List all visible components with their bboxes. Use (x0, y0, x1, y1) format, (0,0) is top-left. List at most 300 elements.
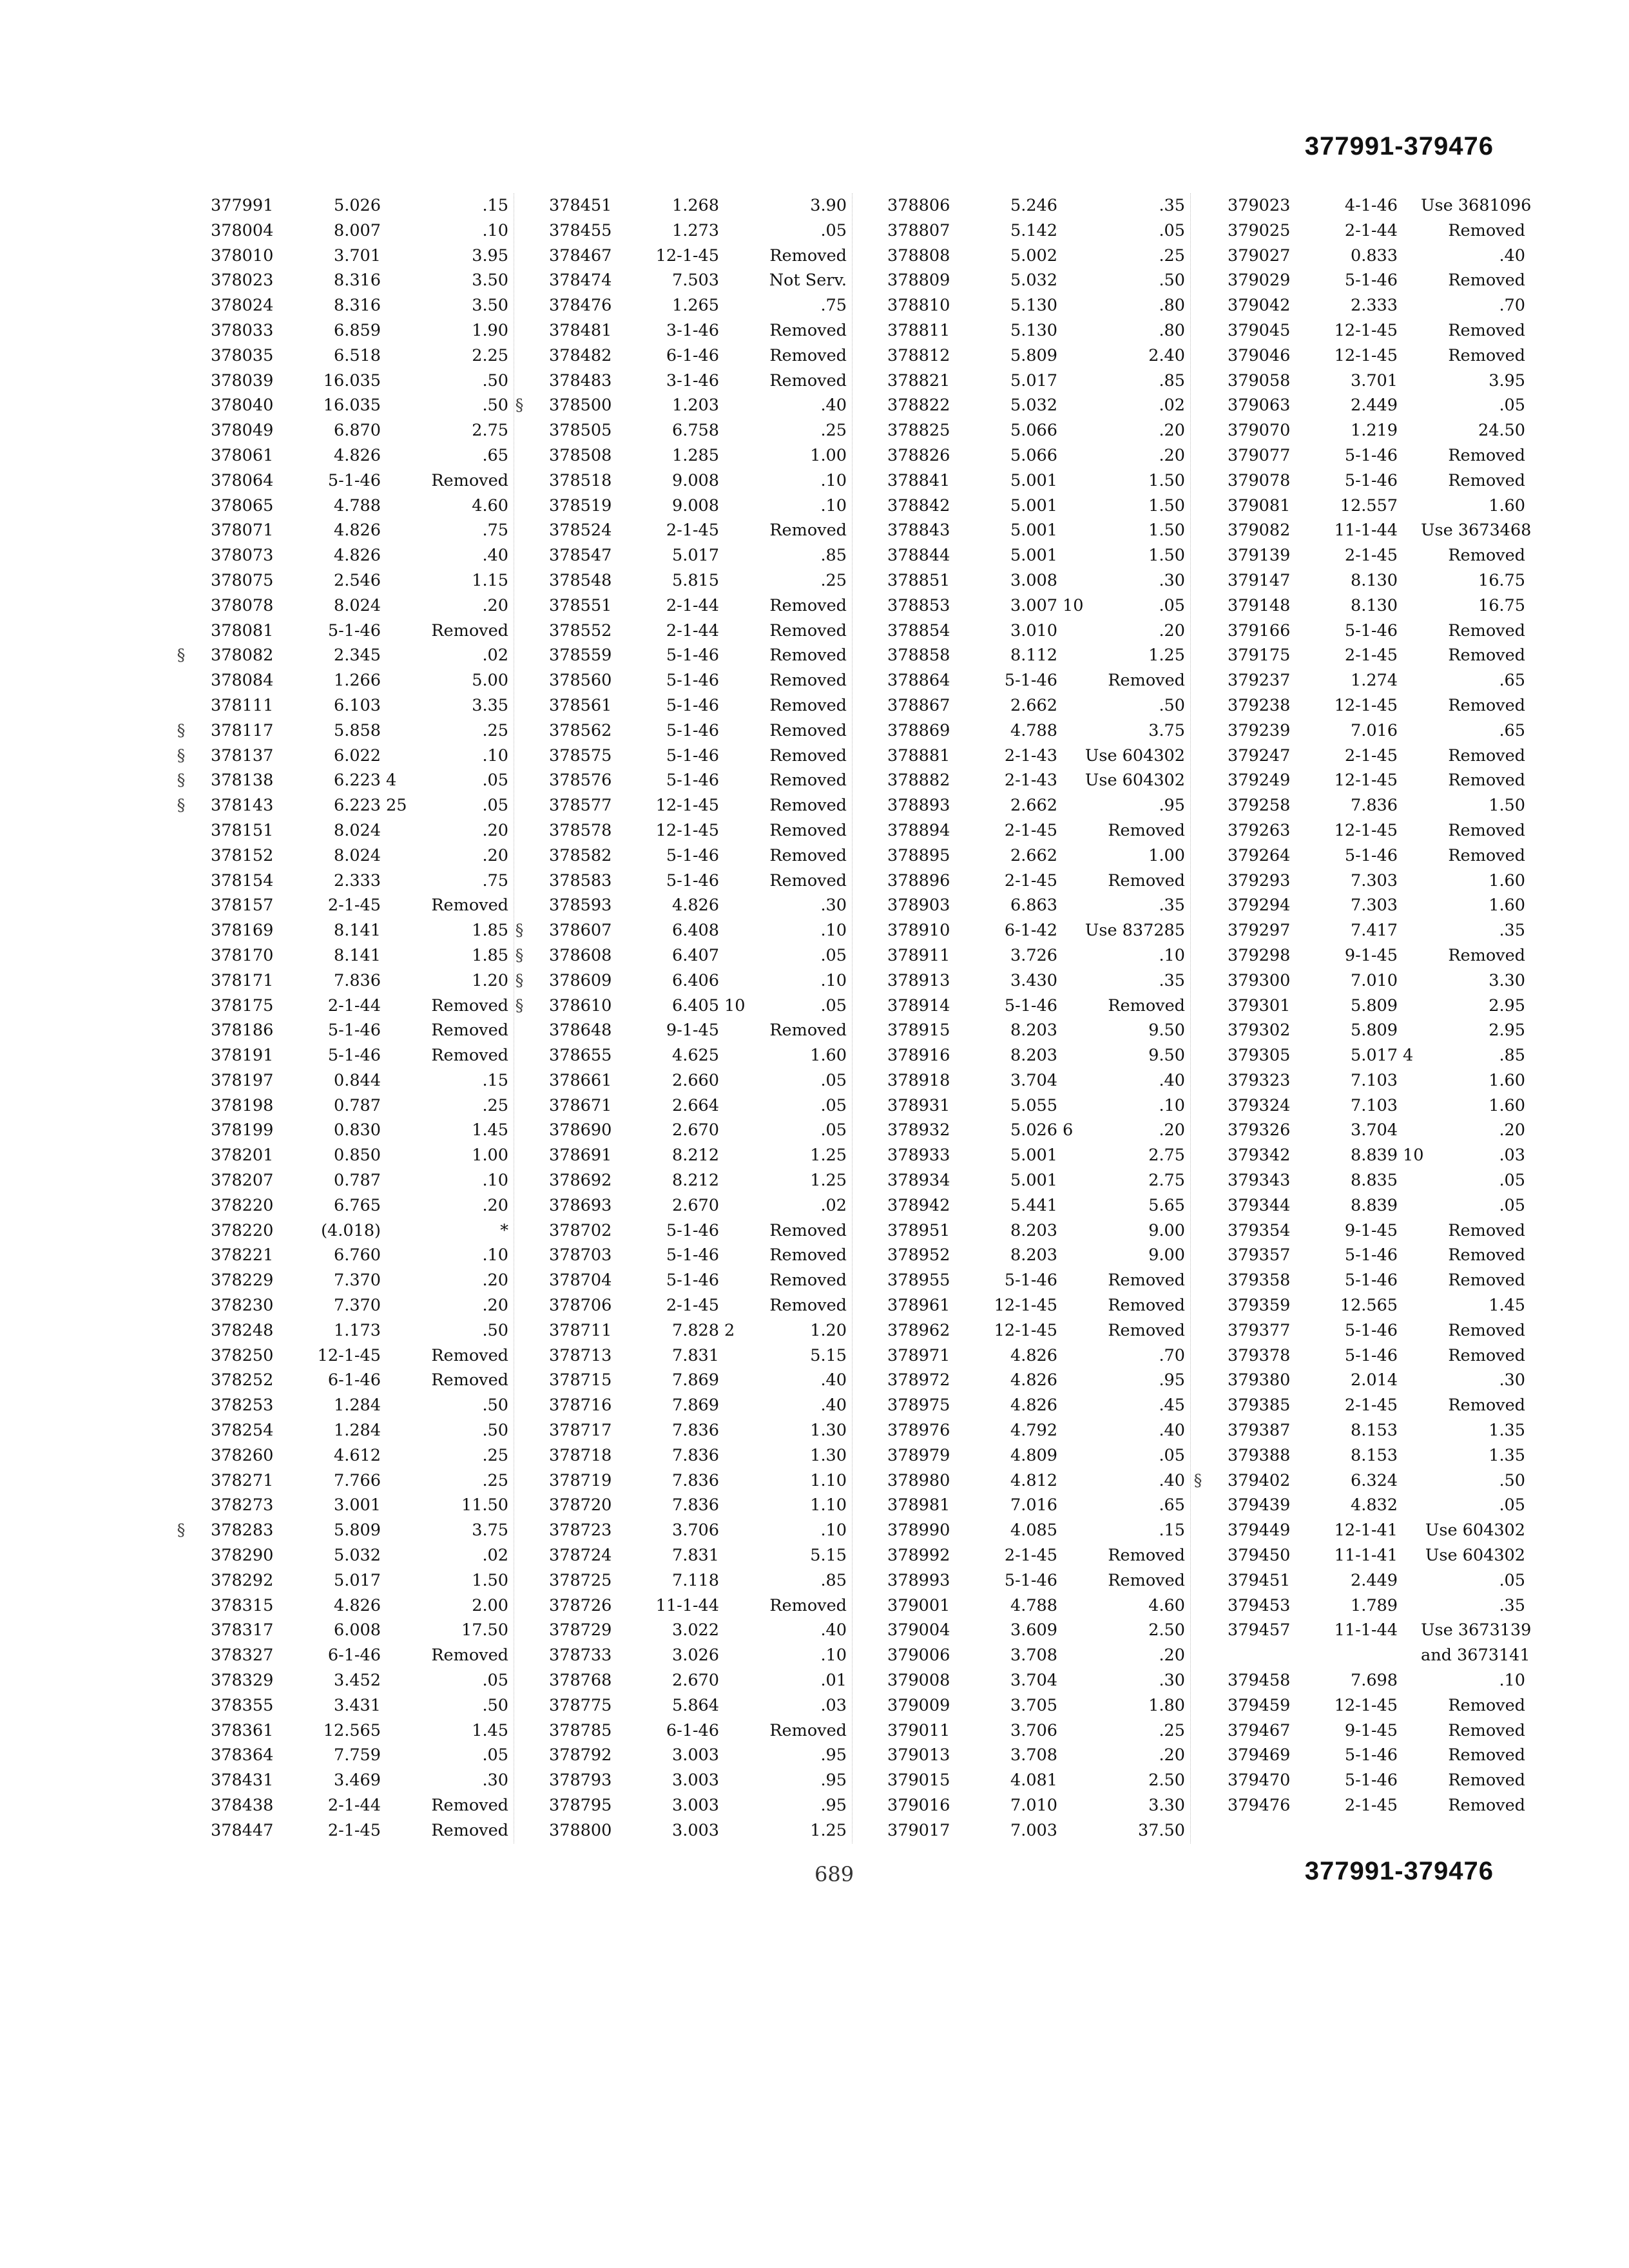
date-or-code: 5.001 (1010, 521, 1057, 541)
price-or-status: 1.45 (472, 1720, 508, 1740)
date-or-code: 5.017 (1350, 1046, 1398, 1066)
part-number: 379344 (1228, 1195, 1291, 1215)
part-number: 379439 (1228, 1495, 1291, 1515)
date-or-code: 2-1-45 (1344, 1396, 1398, 1416)
price-or-status: Removed (1108, 995, 1185, 1015)
price-or-status: Removed (1448, 820, 1525, 840)
date-or-code: 4.788 (1010, 1595, 1057, 1615)
date-or-code: 4.826 (1010, 1345, 1057, 1365)
part-number: 378692 (549, 1171, 612, 1191)
price-or-status: 9.00 (1148, 1220, 1185, 1240)
date-or-code: 7.766 (333, 1470, 381, 1490)
date-or-code: 4.826 (333, 1595, 381, 1615)
date-or-code: 7.303 (1350, 896, 1398, 916)
date-or-code: 7.370 (333, 1296, 381, 1316)
part-number: 377991 (211, 196, 274, 215)
date-or-code: 5-1-46 (1344, 470, 1398, 490)
price-or-status: 3.75 (472, 1521, 508, 1541)
price-or-status: 3.30 (1489, 970, 1525, 990)
part-number: 378039 (211, 370, 274, 390)
date-or-code: 7.836 (1350, 796, 1398, 816)
date-or-code: 5.017 (1010, 370, 1057, 390)
price-or-status: Use 3673468 (1421, 521, 1532, 541)
row-mark: § (515, 970, 524, 990)
part-number: 378971 (887, 1345, 950, 1365)
price-or-status: .10 (482, 1245, 508, 1265)
quantity: 4 (1403, 1046, 1414, 1066)
price-or-status: .05 (1499, 1495, 1525, 1515)
date-or-code: 5-1-46 (1344, 620, 1398, 640)
date-or-code: 5.858 (333, 720, 381, 740)
part-number: 378933 (887, 1146, 950, 1166)
price-or-status: 2.40 (1148, 345, 1185, 365)
price-or-status: Removed (431, 1021, 508, 1041)
price-or-status: Removed (769, 595, 847, 615)
price-or-status: .40 (820, 1370, 847, 1390)
part-number: 378254 (211, 1421, 274, 1441)
part-number: 378607 (549, 921, 612, 941)
date-or-code: 2-1-45 (1004, 870, 1057, 890)
date-or-code: 6.758 (671, 421, 719, 441)
price-or-status: .30 (1159, 570, 1185, 590)
date-or-code: 6.406 (671, 970, 719, 990)
part-number: 378854 (887, 620, 950, 640)
price-or-status: Removed (769, 1720, 847, 1740)
part-number: 378198 (211, 1095, 274, 1115)
row-mark: § (177, 646, 186, 666)
price-or-status: Removed (1448, 1271, 1525, 1291)
price-or-status: Use 837285 (1084, 921, 1185, 941)
date-or-code: 3.026 (671, 1646, 719, 1666)
part-number: 378551 (549, 595, 612, 615)
part-number: 379380 (1228, 1370, 1291, 1390)
date-or-code: 8.153 (1350, 1421, 1398, 1441)
price-or-status: .05 (820, 1070, 847, 1090)
price-or-status: 5.65 (1148, 1195, 1185, 1215)
date-or-code: 4.826 (333, 445, 381, 465)
price-or-status: .75 (482, 870, 508, 890)
price-or-status: .85 (820, 546, 847, 566)
price-or-status: Removed (1108, 820, 1185, 840)
price-or-status: Removed (431, 896, 508, 916)
date-or-code: 3.704 (1010, 1671, 1057, 1691)
part-number: 378809 (887, 271, 950, 291)
part-number: 378785 (549, 1720, 612, 1740)
price-or-status: 1.20 (472, 970, 508, 990)
part-number: 378207 (211, 1171, 274, 1191)
price-or-status: .15 (482, 196, 508, 215)
part-number: 378582 (549, 845, 612, 865)
part-number: 379175 (1228, 646, 1291, 666)
price-or-status: 1.10 (810, 1495, 847, 1515)
part-number: 378693 (549, 1195, 612, 1215)
date-or-code: 8.007 (333, 220, 381, 240)
part-number: 378894 (887, 820, 950, 840)
price-or-status: .20 (482, 1296, 508, 1316)
part-number: 378822 (887, 396, 950, 416)
price-or-status: Removed (1108, 1570, 1185, 1590)
part-number: 378896 (887, 870, 950, 890)
part-number: 378720 (549, 1495, 612, 1515)
part-number: 378078 (211, 595, 274, 615)
date-or-code: 4.788 (1010, 720, 1057, 740)
date-or-code: 6.870 (333, 421, 381, 441)
date-or-code: 2-1-45 (1344, 745, 1398, 765)
price-or-status: .25 (1159, 245, 1185, 265)
price-or-status: .35 (1499, 1595, 1525, 1615)
quantity: 2 (724, 1320, 735, 1340)
part-number: 379293 (1228, 870, 1291, 890)
date-or-code: 7.836 (671, 1421, 719, 1441)
price-or-status: Removed (1108, 1320, 1185, 1340)
date-or-code: 1.284 (333, 1396, 381, 1416)
price-or-status: .35 (1159, 896, 1185, 916)
date-or-code: 2.670 (671, 1195, 719, 1215)
part-number: 379006 (887, 1646, 950, 1666)
date-or-code: 3.609 (1010, 1620, 1057, 1640)
price-or-status: 1.50 (472, 1570, 508, 1590)
date-or-code: 7.869 (671, 1396, 719, 1416)
date-or-code: 5.864 (671, 1695, 719, 1715)
part-number: 378858 (887, 646, 950, 666)
date-or-code: 5-1-46 (1344, 271, 1398, 291)
date-or-code: 7.503 (671, 271, 719, 291)
part-number: 378508 (549, 445, 612, 465)
price-or-status: 3.75 (1148, 720, 1185, 740)
price-or-status: 9.50 (1148, 1046, 1185, 1066)
price-or-status: .25 (482, 1095, 508, 1115)
part-number: 378438 (211, 1796, 274, 1815)
price-or-status: Removed (769, 1296, 847, 1316)
price-or-status: .20 (1499, 1120, 1525, 1140)
part-number: 378151 (211, 820, 274, 840)
part-number: 379302 (1228, 1021, 1291, 1041)
price-or-status: Removed (1448, 1396, 1525, 1416)
date-or-code: 5-1-46 (1004, 671, 1057, 691)
price-or-status: .50 (482, 1396, 508, 1416)
price-or-status: .40 (1159, 1070, 1185, 1090)
date-or-code: 5-1-46 (666, 845, 719, 865)
quantity: 10 (1063, 595, 1084, 615)
price-or-status: .02 (482, 646, 508, 666)
part-number: 378073 (211, 546, 274, 566)
date-or-code: 8.130 (1350, 570, 1398, 590)
date-or-code: 1.284 (333, 1421, 381, 1441)
part-number: 378655 (549, 1046, 612, 1066)
price-or-status: .05 (482, 1671, 508, 1691)
part-number: 378071 (211, 521, 274, 541)
date-or-code: 4.081 (1010, 1771, 1057, 1791)
date-or-code: 7.103 (1350, 1095, 1398, 1115)
price-or-status: Removed (769, 870, 847, 890)
part-number: 379008 (887, 1671, 950, 1691)
price-or-status: Removed (1448, 470, 1525, 490)
part-number: 379305 (1228, 1046, 1291, 1066)
date-or-code: 8.024 (333, 595, 381, 615)
part-number: 378704 (549, 1271, 612, 1291)
date-or-code: 11-1-44 (1334, 1620, 1398, 1640)
row-mark: § (515, 921, 524, 941)
part-number: 378972 (887, 1370, 950, 1390)
part-number: 378690 (549, 1120, 612, 1140)
part-number: 378169 (211, 921, 274, 941)
part-number: 379001 (887, 1595, 950, 1615)
price-or-status: 1.60 (1489, 870, 1525, 890)
part-number: 378719 (549, 1470, 612, 1490)
part-number: 379046 (1228, 345, 1291, 365)
part-number: 379476 (1228, 1796, 1291, 1815)
price-or-status: Removed (1448, 1695, 1525, 1715)
part-number: 378467 (549, 245, 612, 265)
price-or-status: 1.90 (472, 320, 508, 340)
date-or-code: 9-1-45 (1344, 1720, 1398, 1740)
price-or-status: .40 (820, 396, 847, 416)
date-or-code: 6.760 (333, 1245, 381, 1265)
part-number: 378869 (887, 720, 950, 740)
part-number: 378082 (211, 646, 274, 666)
part-number: 378186 (211, 1021, 274, 1041)
part-number: 378795 (549, 1796, 612, 1815)
part-number: 378248 (211, 1320, 274, 1340)
part-number: 378220 (211, 1195, 274, 1215)
part-number: 378911 (887, 945, 950, 965)
part-number: 378715 (549, 1370, 612, 1390)
date-or-code: 6.103 (333, 695, 381, 715)
date-or-code: 3.022 (671, 1620, 719, 1640)
date-or-code: 5.032 (1010, 271, 1057, 291)
date-or-code: 5.055 (1010, 1095, 1057, 1115)
price-or-status: 1.10 (810, 1470, 847, 1490)
part-number: 378355 (211, 1695, 274, 1715)
date-or-code: 5-1-46 (1344, 845, 1398, 865)
part-number: 378033 (211, 320, 274, 340)
price-or-status: .20 (1159, 620, 1185, 640)
price-or-status: Removed (769, 796, 847, 816)
price-or-status: .20 (1159, 1745, 1185, 1765)
date-or-code: 2-1-45 (327, 896, 381, 916)
price-or-status: .40 (1159, 1470, 1185, 1490)
date-or-code: 2-1-45 (1344, 1796, 1398, 1815)
part-number: 378252 (211, 1370, 274, 1390)
part-number: 378361 (211, 1720, 274, 1740)
part-number: 378808 (887, 245, 950, 265)
price-or-status: 1.60 (810, 1046, 847, 1066)
date-or-code: 5.032 (1010, 396, 1057, 416)
part-number: 378250 (211, 1345, 274, 1365)
date-or-code: 5.026 (1010, 1120, 1057, 1140)
part-number: 378775 (549, 1695, 612, 1715)
part-number: 379249 (1228, 771, 1291, 791)
price-or-status: .05 (820, 1120, 847, 1140)
date-or-code: 7.370 (333, 1271, 381, 1291)
date-or-code: 7.831 (671, 1345, 719, 1365)
price-or-status: .05 (1499, 1195, 1525, 1215)
date-or-code: 3.708 (1010, 1646, 1057, 1666)
price-or-status: Use 604302 (1084, 745, 1185, 765)
price-or-status: 2.75 (1148, 1146, 1185, 1166)
price-or-status: .25 (482, 720, 508, 740)
date-or-code: 3.701 (1350, 370, 1398, 390)
part-number: 378081 (211, 620, 274, 640)
date-or-code: 2-1-45 (666, 1296, 719, 1316)
part-number: 378593 (549, 896, 612, 916)
price-or-status: .70 (1499, 296, 1525, 316)
price-or-status: Use 604302 (1425, 1521, 1525, 1541)
part-number: 378253 (211, 1396, 274, 1416)
date-or-code: 9-1-45 (1344, 945, 1398, 965)
part-number: 378691 (549, 1146, 612, 1166)
price-or-status: Removed (769, 720, 847, 740)
price-or-status: .70 (1159, 1345, 1185, 1365)
price-or-status: Removed (1108, 1296, 1185, 1316)
price-or-status: Removed (431, 1646, 508, 1666)
date-or-code: 3.704 (1350, 1120, 1398, 1140)
price-or-status: 2.25 (472, 345, 508, 365)
price-or-status: .10 (1159, 1095, 1185, 1115)
price-or-status: Removed (769, 1271, 847, 1291)
price-or-status: 2.95 (1489, 1021, 1525, 1041)
part-number: 378610 (549, 995, 612, 1015)
date-or-code: 4.812 (1010, 1470, 1057, 1490)
date-or-code: 4.826 (333, 521, 381, 541)
price-or-status: Removed (1448, 1345, 1525, 1365)
price-or-status: .02 (1159, 396, 1185, 416)
part-number: 378914 (887, 995, 950, 1015)
date-or-code: 3.003 (671, 1820, 719, 1840)
part-number: 379300 (1228, 970, 1291, 990)
price-or-status: Removed (1448, 771, 1525, 791)
price-or-status: .85 (1159, 370, 1185, 390)
date-or-code: 4.625 (671, 1046, 719, 1066)
date-or-code: 3.706 (1010, 1720, 1057, 1740)
part-number: 378315 (211, 1595, 274, 1615)
part-number: 379449 (1228, 1521, 1291, 1541)
price-or-status: 1.35 (1489, 1445, 1525, 1465)
part-number: 378049 (211, 421, 274, 441)
part-number: 379070 (1228, 421, 1291, 441)
date-or-code: 2.546 (333, 570, 381, 590)
part-number: 378733 (549, 1646, 612, 1666)
row-mark: § (177, 1521, 186, 1541)
price-or-status: .65 (1499, 671, 1525, 691)
part-number: 379469 (1228, 1745, 1291, 1765)
date-or-code: 5.002 (1010, 245, 1057, 265)
price-or-status: 5.15 (810, 1546, 847, 1566)
part-number: 378283 (211, 1521, 274, 1541)
price-or-status: .05 (482, 796, 508, 816)
date-or-code: 3.007 (1010, 595, 1057, 615)
part-number: 379343 (1228, 1171, 1291, 1191)
price-or-status: 16.75 (1478, 570, 1525, 590)
price-or-status: Removed (1448, 695, 1525, 715)
date-or-code: 5-1-46 (1344, 1771, 1398, 1791)
price-or-status: Removed (769, 245, 847, 265)
date-or-code: 12-1-45 (994, 1296, 1057, 1316)
part-number: 378951 (887, 1220, 950, 1240)
part-number: 378711 (549, 1320, 612, 1340)
price-or-status: Removed (769, 646, 847, 666)
price-or-status: .10 (820, 495, 847, 515)
part-number: 378717 (549, 1421, 612, 1441)
date-or-code: 12-1-45 (1334, 771, 1398, 791)
part-number: 378915 (887, 1021, 950, 1041)
date-or-code: 7.303 (1350, 870, 1398, 890)
part-number: 379009 (887, 1695, 950, 1715)
date-or-code: 6-1-46 (666, 1720, 719, 1740)
date-or-code: 5-1-46 (1344, 1245, 1398, 1265)
part-number: 378329 (211, 1671, 274, 1691)
date-or-code: 6.859 (333, 320, 381, 340)
part-number: 379237 (1228, 671, 1291, 691)
part-number: 378317 (211, 1620, 274, 1640)
price-or-status: .05 (820, 945, 847, 965)
part-number: 378023 (211, 271, 274, 291)
price-or-status: Removed (431, 1820, 508, 1840)
price-or-status: .45 (1159, 1396, 1185, 1416)
quantity: 10 (724, 995, 746, 1015)
date-or-code: 3.003 (671, 1796, 719, 1815)
date-or-code: 3.469 (333, 1771, 381, 1791)
part-number: 378560 (549, 671, 612, 691)
date-or-code: 8.024 (333, 820, 381, 840)
date-or-code: 2-1-45 (1004, 1546, 1057, 1566)
price-or-status: 1.45 (1489, 1296, 1525, 1316)
part-number: 379298 (1228, 945, 1291, 965)
date-or-code: 5-1-46 (666, 695, 719, 715)
date-or-code: 5.001 (1010, 1171, 1057, 1191)
price-or-status: Removed (1108, 1546, 1185, 1566)
part-number: 379015 (887, 1771, 950, 1791)
date-or-code: 1.173 (333, 1320, 381, 1340)
part-number: 379453 (1228, 1595, 1291, 1615)
part-number: 378811 (887, 320, 950, 340)
part-number: 379358 (1228, 1271, 1291, 1291)
date-or-code: 7.836 (671, 1495, 719, 1515)
date-or-code: 2.662 (1010, 845, 1057, 865)
part-number: 378576 (549, 771, 612, 791)
date-or-code: 5-1-46 (666, 1271, 719, 1291)
part-number: 378806 (887, 196, 950, 215)
price-or-status: 1.60 (1489, 896, 1525, 916)
price-or-status: .50 (1159, 271, 1185, 291)
date-or-code: 12-1-45 (1334, 345, 1398, 365)
date-or-code: 5-1-46 (1004, 1271, 1057, 1291)
part-number: 378716 (549, 1396, 612, 1416)
price-or-status: .20 (482, 845, 508, 865)
date-or-code: 1.203 (671, 396, 719, 416)
date-or-code: 16.035 (323, 370, 381, 390)
part-number: 378197 (211, 1070, 274, 1090)
price-or-status: Removed (769, 1021, 847, 1041)
part-number: 378981 (887, 1495, 950, 1515)
price-or-status: Use 604302 (1084, 771, 1185, 791)
price-or-status: * (500, 1220, 508, 1240)
date-or-code: 6.008 (333, 1620, 381, 1640)
date-or-code: 1.274 (1350, 671, 1398, 691)
price-or-status: .20 (482, 595, 508, 615)
price-or-status: .30 (482, 1771, 508, 1791)
part-number: 378844 (887, 546, 950, 566)
part-number: 378143 (211, 796, 274, 816)
price-or-status: 3.50 (472, 271, 508, 291)
part-number: 378916 (887, 1046, 950, 1066)
date-or-code: 3.705 (1010, 1695, 1057, 1715)
price-or-status: 2.00 (472, 1595, 508, 1615)
price-or-status: and 3673141 (1421, 1646, 1530, 1666)
price-or-status: 1.50 (1148, 546, 1185, 566)
price-or-status: Use 604302 (1425, 1546, 1525, 1566)
price-or-status: .10 (820, 1646, 847, 1666)
